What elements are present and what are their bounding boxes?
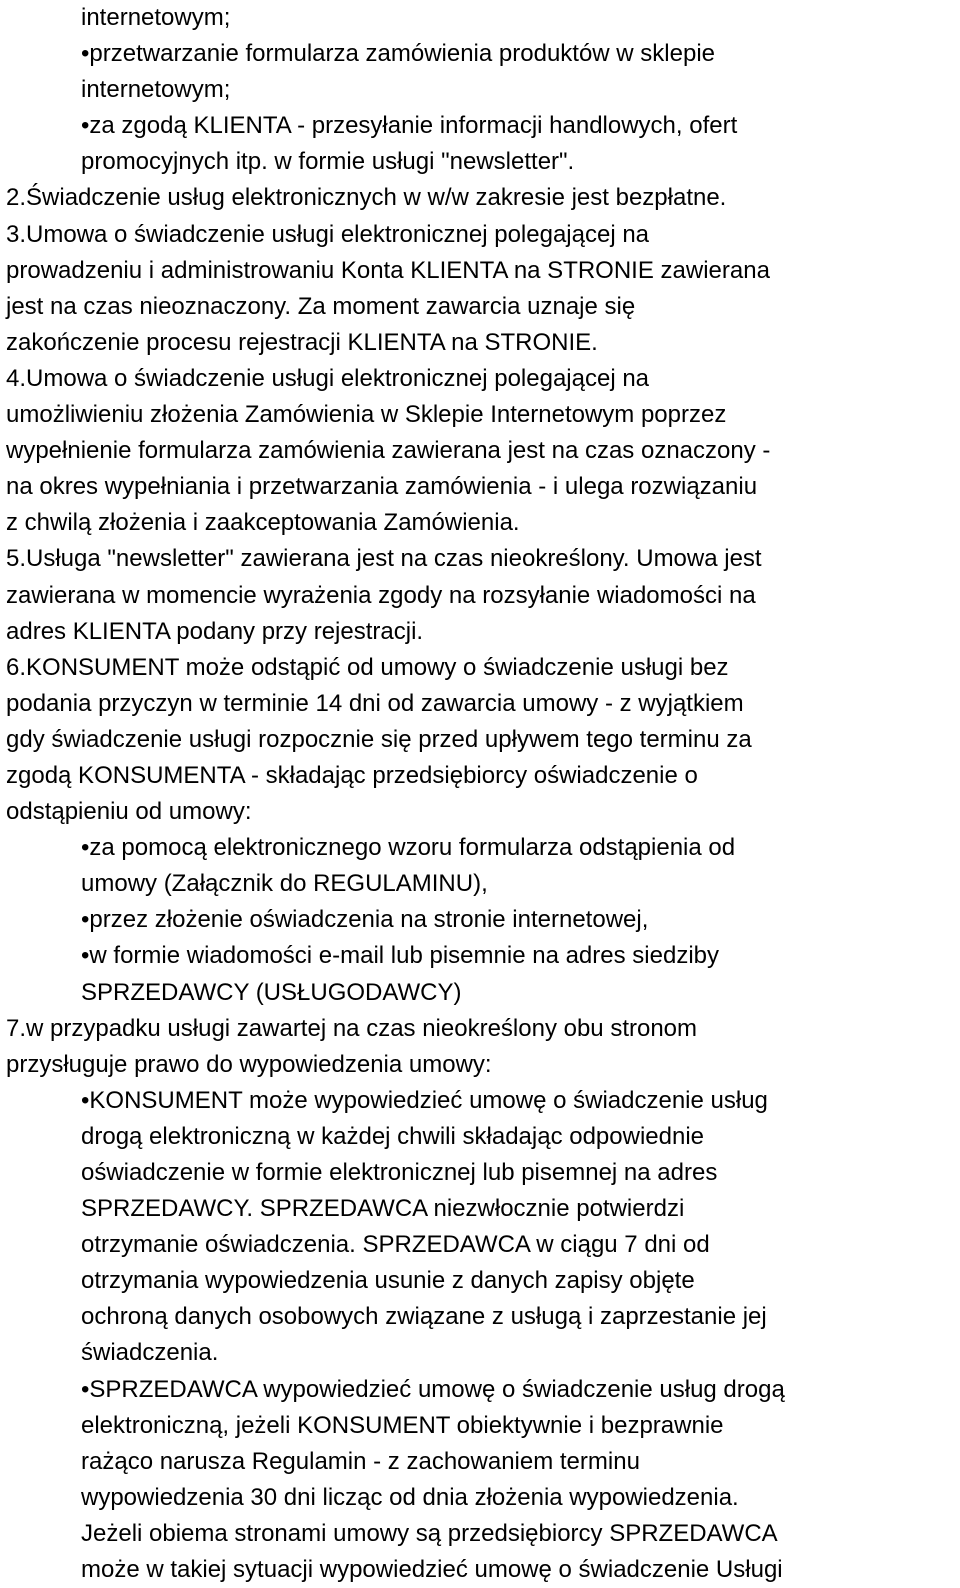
- text-line: umożliwieniu złożenia Zamówienia w Sklepie Internetowym poprzez: [6, 401, 727, 429]
- indented-text-line: drogą elektroniczną w każdej chwili składając odpowiednie: [81, 1122, 705, 1150]
- indented-text-line: •przetwarzanie formularza zamówienia produktów w sklepie: [81, 40, 716, 68]
- indented-text-line: rażąco narusza Regulamin - z zachowaniem terminu: [81, 1447, 640, 1475]
- indented-text-line: internetowym;: [81, 4, 231, 31]
- text-line: na okres wypełniania i przetwarzania zamówienia - i ulega rozwiązaniu: [6, 473, 758, 501]
- indented-text-line: może w takiej sytuacji wypowiedzieć umowę o świadczenie Usługi: [81, 1556, 783, 1584]
- indented-text-line: elektroniczną, jeżeli KONSUMENT obiektywnie i bezprawnie: [81, 1411, 724, 1439]
- text-line: zakończenie procesu rejestracji KLIENTA na STRONIE.: [6, 328, 598, 356]
- text-line: odstąpieniu od umowy:: [6, 798, 252, 826]
- indented-text-line: SPRZEDAWCY. SPRZEDAWCA niezwłocznie potwierdzi: [81, 1195, 685, 1223]
- text-line: przysługuje prawo do wypowiedzenia umowy:: [6, 1050, 492, 1078]
- text-line: zgodą KONSUMENTA - składając przedsiębiorcy oświadczenie o: [6, 761, 698, 789]
- indented-text-line: otrzymania wypowiedzenia usunie z danych zapisy objęte: [81, 1267, 695, 1295]
- indented-text-line: Jeżeli obiema stronami umowy są przedsiębiorcy SPRZEDAWCA: [81, 1519, 778, 1547]
- indented-text-line: •za zgodą KLIENTA - przesyłanie informacji handlowych, ofert: [81, 112, 738, 140]
- indented-text-line: internetowym;: [81, 76, 231, 104]
- indented-text-line: •przez złożenie oświadczenia na stronie internetowej,: [81, 906, 649, 934]
- text-line: 7.w przypadku usługi zawartej na czas nieokreślony obu stronom: [6, 1014, 698, 1042]
- indented-text-line: oświadczenie w formie elektronicznej lub pisemnej na adres: [81, 1159, 718, 1186]
- indented-text-line: •SPRZEDAWCA wypowiedzieć umowę o świadczenie usług drogą: [81, 1375, 785, 1403]
- indented-text-line: ochroną danych osobowych związane z usługą i zaprzestanie jej: [81, 1303, 767, 1331]
- text-line: gdy świadczenie usługi rozpocznie się przed upływem tego terminu za: [6, 725, 752, 753]
- text-line: prowadzeniu i administrowaniu Konta KLIENTA na STRONIE zawierana: [6, 256, 770, 284]
- indented-text-line: umowy (Załącznik do REGULAMINU),: [81, 870, 488, 898]
- indented-text-line: •KONSUMENT może wypowiedzieć umowę o świadczenie usług: [81, 1086, 768, 1114]
- indented-text-line: •za pomocą elektronicznego wzoru formularza odstąpienia od: [81, 834, 736, 862]
- text-line: 3.Umowa o świadczenie usługi elektronicznej polegającej na: [6, 220, 650, 248]
- indented-text-line: promocyjnych itp. w formie usługi "newsletter".: [81, 148, 575, 176]
- text-line: 4.Umowa o świadczenie usługi elektronicznej polegającej na: [6, 364, 650, 392]
- text-line: zawierana w momencie wyrażenia zgody na rozsyłanie wiadomości na: [6, 581, 756, 609]
- text-line: 5.Usługa "newsletter" zawierana jest na czas nieokreślony. Umowa jest: [6, 545, 762, 573]
- text-line: 2.Świadczenie usług elektronicznych w w/w zakresie jest bezpłatne.: [6, 184, 727, 212]
- text-line: 6.KONSUMENT może odstąpić od umowy o świadczenie usługi bez: [6, 653, 729, 681]
- indented-text-line: świadczenia.: [81, 1339, 219, 1367]
- indented-text-line: SPRZEDAWCY (USŁUGODAWCY): [81, 978, 462, 1006]
- text-line: adres KLIENTA podany przy rejestracji.: [6, 617, 424, 645]
- indented-text-line: wypowiedzenia 30 dni licząc od dnia złożenia wypowiedzenia.: [81, 1483, 739, 1511]
- text-line: jest na czas nieoznaczony. Za moment zawarcia uznaje się: [6, 292, 636, 320]
- indented-text-line: •w formie wiadomości e-mail lub pisemnie na adres siedziby: [81, 942, 719, 970]
- text-line: z chwilą złożenia i zaakceptowania Zamówienia.: [6, 509, 520, 537]
- text-line: podania przyczyn w terminie 14 dni od zawarcia umowy - z wyjątkiem: [6, 689, 744, 717]
- document-page: [6, 0, 960, 1588]
- indented-text-line: otrzymanie oświadczenia. SPRZEDAWCA w ciągu 7 dni od: [81, 1231, 710, 1259]
- text-line: wypełnienie formularza zamówienia zawierana jest na czas oznaczony -: [6, 437, 771, 465]
